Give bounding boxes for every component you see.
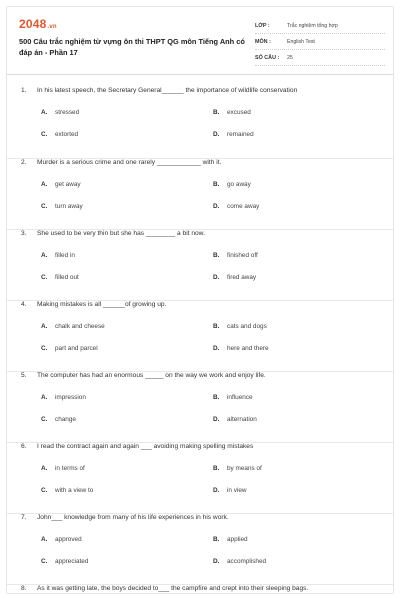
option-b[interactable] — [213, 536, 248, 543]
option-text: get away — [55, 181, 81, 188]
option-text: filled out — [55, 274, 79, 281]
question-stem — [21, 87, 383, 94]
option-text: stressed — [55, 109, 80, 116]
question-stem — [21, 301, 383, 308]
question-7 — [7, 514, 393, 585]
option-d[interactable] — [213, 345, 269, 352]
option-letter: A. — [41, 536, 48, 543]
option-c[interactable] — [41, 274, 79, 281]
option-text: by means of — [227, 465, 262, 472]
logo-text: 2048 — [19, 17, 47, 31]
option-letter: D. — [213, 131, 220, 138]
option-c[interactable] — [41, 416, 76, 423]
meta-label-socau: SỐ CÂU : — [255, 55, 280, 61]
question-text: As it was getting late, the boys decided to___ the campfire and crept into their sleeping bags. — [37, 585, 309, 592]
question-stem — [21, 514, 383, 521]
meta-label-lop: LỚP : — [255, 23, 270, 29]
document-title: 500 Câu trắc nghiệm từ vựng ôn thi THPT QG môn Tiếng Anh có đáp án - Phần 17 — [19, 37, 245, 57]
option-letter: D. — [213, 274, 220, 281]
question-text: Murder is a serious crime and one rarely ____________ with it. — [37, 159, 222, 166]
question-text: John___ knowledge from many of his life experiences in his work. — [37, 514, 229, 521]
option-c[interactable] — [41, 203, 83, 210]
option-letter: D. — [213, 558, 220, 565]
option-a[interactable] — [41, 536, 82, 543]
option-text: extorted — [55, 131, 79, 138]
option-b[interactable] — [213, 252, 258, 259]
question-8 — [7, 585, 393, 594]
option-a[interactable] — [41, 181, 81, 188]
question-stem — [21, 230, 383, 237]
option-b[interactable] — [213, 465, 262, 472]
option-text: change — [55, 416, 76, 423]
option-text: turn away — [55, 203, 83, 210]
option-text: appreciated — [55, 558, 89, 565]
question-number: 7. — [21, 514, 27, 521]
meta-label-mon: MÔN : — [255, 39, 271, 45]
option-letter: C. — [41, 345, 48, 352]
question-text: The computer has had an enormous _____ on the way we work and enjoy life. — [37, 372, 266, 379]
meta-value-mon: English Test — [287, 39, 315, 45]
option-text: excused — [227, 109, 251, 116]
option-letter: A. — [41, 252, 48, 259]
option-b[interactable] — [213, 181, 251, 188]
option-b[interactable] — [213, 394, 253, 401]
option-d[interactable] — [213, 131, 254, 138]
option-text: come away — [227, 203, 260, 210]
meta-row-lop — [255, 19, 385, 34]
option-letter: C. — [41, 203, 48, 210]
question-stem — [21, 443, 383, 450]
option-d[interactable] — [213, 416, 257, 423]
option-d[interactable] — [213, 274, 256, 281]
option-letter: C. — [41, 274, 48, 281]
question-4 — [7, 301, 393, 372]
option-text: cats and dogs — [227, 323, 267, 330]
option-text: with a view to — [55, 487, 94, 494]
option-letter: C. — [41, 558, 48, 565]
option-letter: A. — [41, 394, 48, 401]
question-number: 2. — [21, 159, 27, 166]
option-letter: A. — [41, 465, 48, 472]
option-letter: D. — [213, 203, 220, 210]
question-number: 4. — [21, 301, 27, 308]
option-d[interactable] — [213, 558, 266, 565]
option-text: alternation — [227, 416, 257, 423]
option-c[interactable] — [41, 558, 88, 565]
document-page — [6, 6, 394, 594]
option-letter: B. — [213, 394, 220, 401]
logo-suffix: .vn — [47, 24, 57, 30]
question-text: In his latest speech, the Secretary General______ the importance of wildlife conservation — [37, 87, 298, 94]
option-a[interactable] — [41, 465, 85, 472]
option-d[interactable] — [213, 203, 259, 210]
option-text: approved — [55, 536, 82, 543]
question-1 — [7, 87, 393, 159]
option-text: in terms of — [55, 465, 85, 472]
option-letter: B. — [213, 252, 220, 259]
site-logo[interactable] — [19, 17, 57, 31]
option-text: impression — [55, 394, 86, 401]
option-a[interactable] — [41, 323, 105, 330]
document-header — [7, 7, 393, 75]
question-number: 5. — [21, 372, 27, 379]
option-letter: D. — [213, 345, 220, 352]
option-text: finished off — [227, 252, 258, 259]
option-d[interactable] — [213, 487, 247, 494]
option-c[interactable] — [41, 345, 98, 352]
question-stem — [21, 585, 383, 592]
option-letter: D. — [213, 416, 220, 423]
question-text: I read the contract again and again ___ avoiding making spelling mistakes — [37, 443, 254, 450]
question-number: 1. — [21, 87, 27, 94]
meta-value-socau: 25 — [287, 55, 293, 61]
option-text: go away — [227, 181, 251, 188]
option-text: here and there — [227, 345, 269, 352]
question-number: 3. — [21, 230, 27, 237]
question-3 — [7, 230, 393, 301]
option-letter: C. — [41, 416, 48, 423]
option-text: part and parcel — [55, 345, 98, 352]
option-letter: A. — [41, 323, 48, 330]
option-a[interactable] — [41, 394, 86, 401]
option-a[interactable] — [41, 109, 79, 116]
option-letter: A. — [41, 181, 48, 188]
option-text: in view — [227, 487, 247, 494]
option-letter: D. — [213, 487, 220, 494]
option-text: fired away — [227, 274, 257, 281]
option-letter: A. — [41, 109, 48, 116]
question-5 — [7, 372, 393, 443]
option-a[interactable] — [41, 252, 75, 259]
option-c[interactable] — [41, 487, 93, 494]
option-text: applied — [227, 536, 248, 543]
option-text: accomplished — [227, 558, 267, 565]
option-letter: B. — [213, 109, 220, 116]
option-text: filled in — [55, 252, 75, 259]
question-stem — [21, 372, 383, 379]
question-stem — [21, 159, 383, 166]
question-2 — [7, 159, 393, 230]
option-letter: B. — [213, 536, 220, 543]
meta-value-lop: Trắc nghiệm tổng hợp — [287, 23, 338, 29]
document-meta — [255, 19, 385, 67]
meta-row-mon — [255, 35, 385, 50]
option-letter: B. — [213, 465, 220, 472]
option-c[interactable] — [41, 131, 78, 138]
option-letter: B. — [213, 181, 220, 188]
option-letter: C. — [41, 131, 48, 138]
option-letter: C. — [41, 487, 48, 494]
meta-row-socau — [255, 51, 385, 66]
option-letter: B. — [213, 323, 220, 330]
question-number: 6. — [21, 443, 27, 450]
question-text: Making mistakes is all ______of growing up. — [37, 301, 167, 308]
option-b[interactable] — [213, 323, 267, 330]
question-6 — [7, 443, 393, 514]
option-text: influence — [227, 394, 253, 401]
option-text: remained — [227, 131, 254, 138]
question-text: She used to be very thin but she has ________ a bit now. — [37, 230, 205, 237]
option-b[interactable] — [213, 109, 251, 116]
option-text: chalk and cheese — [55, 323, 105, 330]
question-number: 8. — [21, 585, 27, 592]
